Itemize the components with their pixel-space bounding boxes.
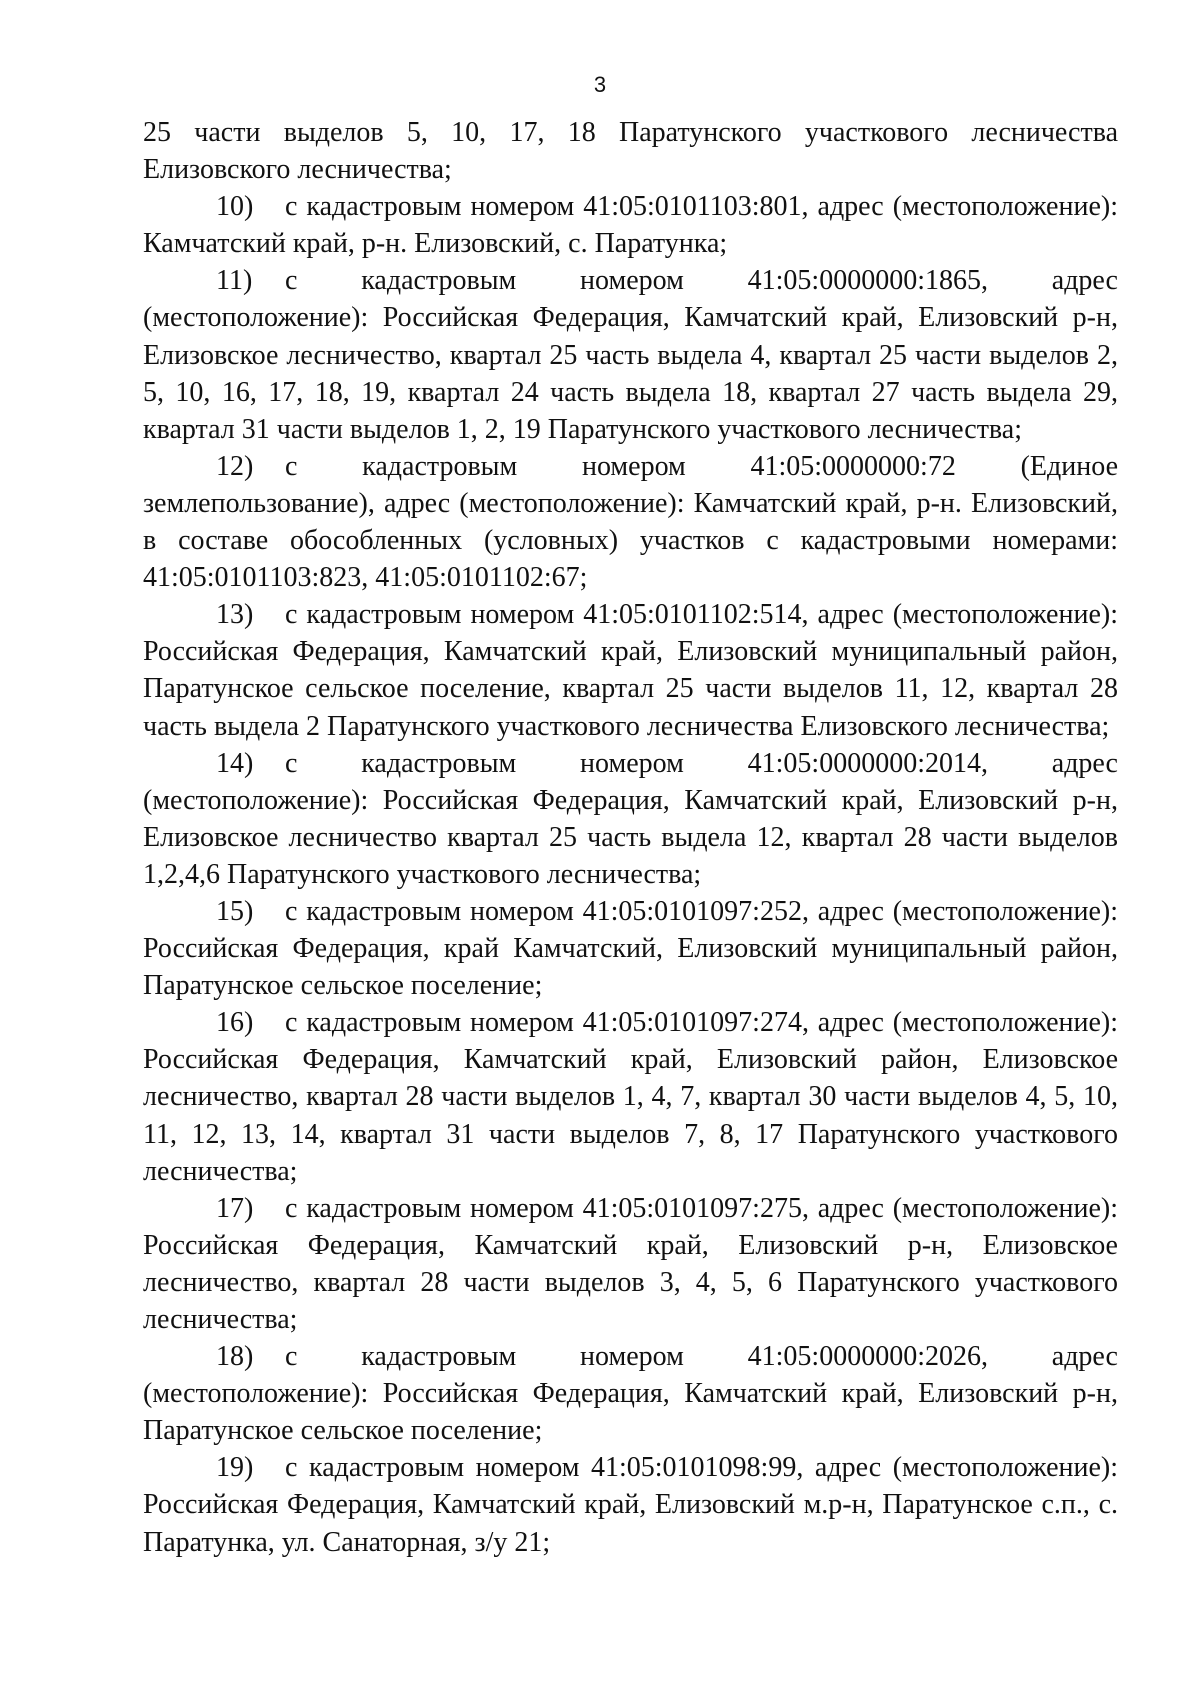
paragraph-text: с кадастровым номером 41:05:0101098:99, адрес (местоположение): Российская Федерация, Камчатский край, Елизовский м.р-н, Паратунское с.п., с. Паратунка, ул. Санаторная, з/у 21; [143,1452,1118,1558]
item-number: 17) [216,1192,254,1224]
paragraph-item-11 [143,262,1118,447]
page-number: 3 [593,72,607,97]
paragraph-text: с кадастровым номером 41:05:0101097:252, адрес (местоположение): Российская Федерация, край Камчатский, Елизовский муниципальный район, Паратунское сельское поселение; [143,895,1118,1002]
document-body [143,114,1118,1561]
paragraph-item-14 [143,745,1118,893]
item-number: 13) [216,599,254,631]
paragraph-text: с кадастровым номером 41:05:0101103:801, адрес (местоположение): Камчатский край, р-н. Елизовский, с. Паратунка; [143,191,1118,260]
paragraph-item-12 [143,448,1118,596]
item-number: 16) [216,1007,254,1039]
paragraph-text: с кадастровым номером 41:05:0101102:514, адрес (местоположение): Российская Федерация, Камчатский край, Елизовский муниципальный район, Паратунское сельское поселение, квартал 25 части выделов 11, 12, квартал 28 часть выдела 2 Паратунского участкового лесничества Елизовского лесничества; [143,599,1118,742]
paragraph-item-18 [143,1338,1118,1449]
item-number: 11) [216,265,253,297]
paragraph-text: с кадастровым номером 41:05:0000000:2026, адрес (местоположение): Российская Федерация, Камчатский край, Елизовский р-н, Паратунское сельское поселение; [143,1341,1118,1447]
paragraph-text: с кадастровым номером 41:05:0101097:275, адрес (местоположение): Российская Федерация, Камчатский край, Елизовский р-н, Елизовское лесничество, квартал 28 части выделов 3, 4, 5, 6 Паратунского участкового лесничества; [143,1192,1118,1335]
paragraph-text: с кадастровым номером 41:05:0000000:2014, адрес (местоположение): Российская Федерация, Камчатский край, Елизовский р-н, Елизовское лесничество квартал 25 часть выдела 12, квартал 28 части выделов 1,2,4,6 Паратунского участкового лесничества; [143,747,1118,890]
paragraph-text: с кадастровым номером 41:05:0000000:72 (Единое землепользование), адрес (местоположение): Камчатский край, р-н. Елизовский, в составе обособленных (условных) участков с кадастровыми номерами: 41:05:0101103:823, 41:05:0101102:67; [143,450,1118,594]
item-number: 19) [216,1452,254,1484]
item-number: 12) [216,450,254,482]
item-number: 15) [216,895,254,927]
paragraph-item-17 [143,1190,1118,1338]
paragraph-item-10 [143,188,1118,262]
paragraph-item-13 [143,596,1118,744]
paragraph-text: 25 части выделов 5, 10, 17, 18 Паратунского участкового лесничества Елизовского лесничества; [143,117,1118,186]
item-number: 14) [216,747,254,779]
paragraph-item-19 [143,1449,1118,1560]
paragraph-text: с кадастровым номером 41:05:0101097:274, адрес (местоположение): Российская Федерация, Камчатский край, Елизовский район, Елизовское лесничество, квартал 28 части выделов 1, 4, 7, квартал 30 части выделов 4, 5, 10, 11, 12, 13, 14, квартал 31 части выделов 7, 8, 17 Паратунского участкового лесничества; [143,1007,1118,1187]
paragraph-item-15 [143,893,1118,1004]
item-number: 18) [216,1341,254,1373]
paragraph-text: с кадастровым номером 41:05:0000000:1865, адрес (местоположение): Российская Федерация, Камчатский край, Елизовский р-н, Елизовское лесничество, квартал 25 часть выдела 4, квартал 25 части выделов 2, 5, 10, 16, 17, 18, 19, квартал 24 часть выдела 18, квартал 27 часть выдела 29, квартал 31 части выделов 1, 2, 19 Паратунского участкового лесничества; [143,265,1118,445]
paragraph-item-16 [143,1004,1118,1189]
item-number: 10) [216,191,254,223]
paragraph-continuation [143,114,1118,188]
